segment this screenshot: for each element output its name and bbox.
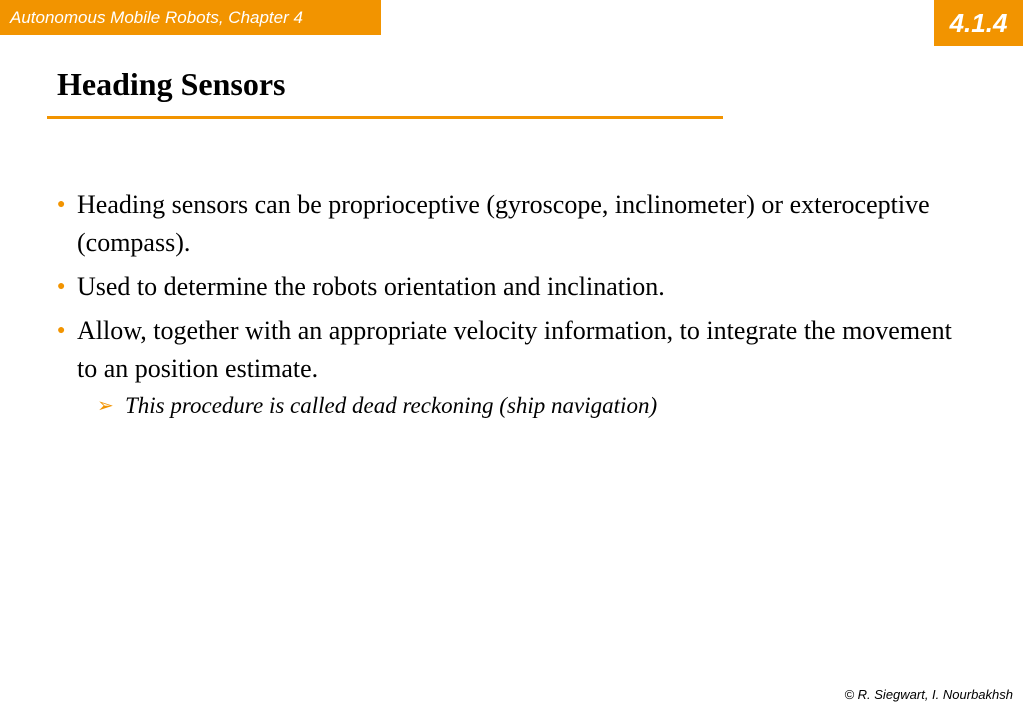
chapter-header: Autonomous Mobile Robots, Chapter 4 xyxy=(0,0,381,35)
bullet-item xyxy=(57,312,957,388)
sub-bullet-item xyxy=(97,390,957,422)
title-underline-divider xyxy=(47,116,723,119)
slide-title: Heading Sensors xyxy=(57,66,286,102)
bullet-text: Used to determine the robots orientation and inclination. xyxy=(77,272,665,301)
sub-bullet-text: This procedure is called dead reckoning (ship navigation) xyxy=(125,393,658,418)
copyright-notice: © R. Siegwart, I. Nourbakhsh xyxy=(844,687,1013,702)
orange-dot-icon: ● xyxy=(57,323,66,338)
bullet-text: Allow, together with an appropriate velocity information, to integrate the movement to an position estimate. xyxy=(77,316,952,383)
orange-dot-icon: ● xyxy=(57,279,66,294)
bullet-text: Heading sensors can be proprioceptive (gyroscope, inclinometer) or exteroceptive (compass). xyxy=(77,190,930,257)
bullet-item xyxy=(57,268,957,306)
arrowhead-icon: ➢ xyxy=(97,395,114,417)
section-number-badge: 4.1.4 xyxy=(934,0,1023,46)
bullet-item xyxy=(57,186,957,262)
orange-dot-icon: ● xyxy=(57,197,66,212)
bullet-list xyxy=(57,186,957,422)
